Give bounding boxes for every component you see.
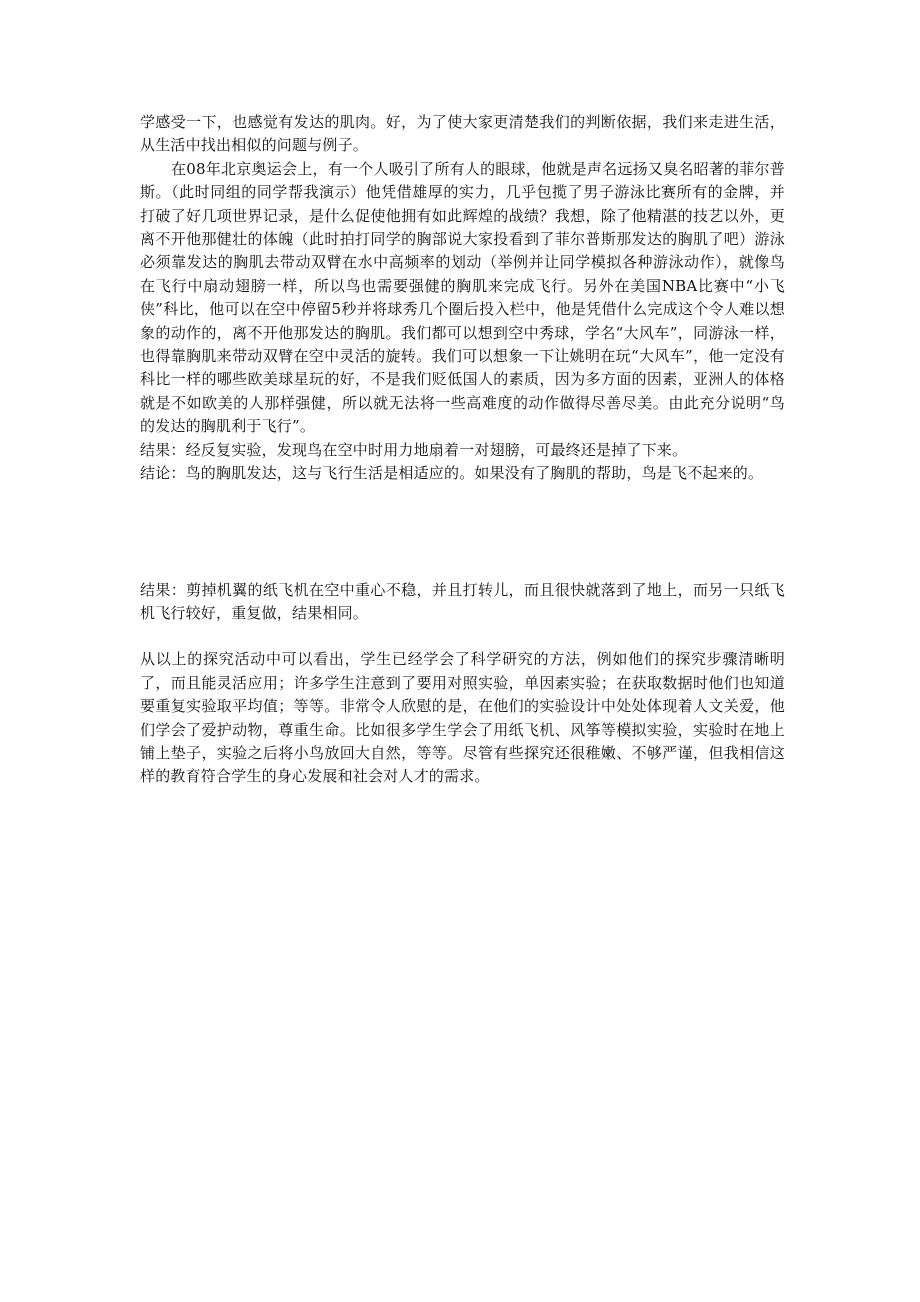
paragraph-intro-continuation: 学感受一下，也感觉有发达的肌肉。好，为了使大家更清楚我们的判断依据，我们来走进生活，从生活中找出相似的问题与例子。: [140, 113, 785, 155]
paragraph-phelps-kobe-example: 在08年北京奥运会上，有一个人吸引了所有人的眼球，他就是声名远扬又臭名昭著的菲尔普斯。（此时同组的同学帮我演示）他凭借雄厚的实力，几乎包揽了男子游泳比赛所有的金牌，并打破了好几项世界记录，是什么促使他拥有如此辉煌的战绩？我想，除了他精湛的技艺以外，更离不开他那健壮的体魄（此时拍打同学的胸部说大家投看到了菲尔普斯那发达的胸肌了吧）游泳必须靠发达的胸肌去带动双臂在水中高频率的划动（举例并让同学模拟各种游泳动作），就像鸟在飞行中扇动翅膀一样，所以鸟也需要强健的胸肌来完成飞行。另外在美国NBA比赛中“小飞侠”科比，他可以在空中停留5秒并将球秀几个圈后投入栏中，他是凭借什么完成这个令人难以想象的动作的，离不开他那发达的胸肌。我们都可以想到空中秀球，学名“大风车”，同游泳一样，也得靠胸肌来带动双臂在空中灵活的旋转。我们可以想象一下让姚明在玩“大风车”，他一定没有科比一样的哪些欧美球星玩的好，不是我们贬低国人的素质，因为多方面的因素，亚洲人的体格就是不如欧美的人那样强健，所以就无法将一些高难度的动作做得尽善尽美。由此充分说明“鸟的发达的胸肌利于飞行”。: [140, 159, 785, 436]
blank-line: [140, 625, 785, 648]
paragraph-conclusion: 结论：鸟的胸肌发达，这与飞行生活是相适应的。如果没有了胸肌的帮助，鸟是飞不起来的。: [140, 464, 764, 483]
blank-space: [140, 486, 785, 579]
paragraph-summary: 从以上的探究活动中可以看出，学生已经学会了科学研究的方法，例如他们的探究步骤清晰明了，而且能灵活应用；许多学生注意到了要用对照实验，单因素实验；在获取数据时他们也知道要重复实验取平均值；等等。非常令人欣慰的是，在他们的实验设计中处处体现着人文关爱，他们学会了爱护动物，尊重生命。比如很多学生学会了用纸飞机、风筝等模拟实验，实验时在地上铺上垫子，实验之后将小鸟放回大自然，等等。尽管有些探究还很稚嫩、不够严谨，但我相信这样的教育符合学生的身心发展和社会对人才的需求。: [140, 650, 785, 786]
paragraph-result-bird: 结果：经反复实验，发现鸟在空中时用力地扇着一对翅膀，可最终还是掉了下来。: [140, 440, 688, 459]
document-body: [140, 111, 785, 789]
paragraph-result-paper-plane: 结果：剪掉机翼的纸飞机在空中重心不稳，并且打转儿，而且很快就落到了地上，而另一只纸飞机飞行较好，重复做，结果相同。: [140, 580, 785, 622]
